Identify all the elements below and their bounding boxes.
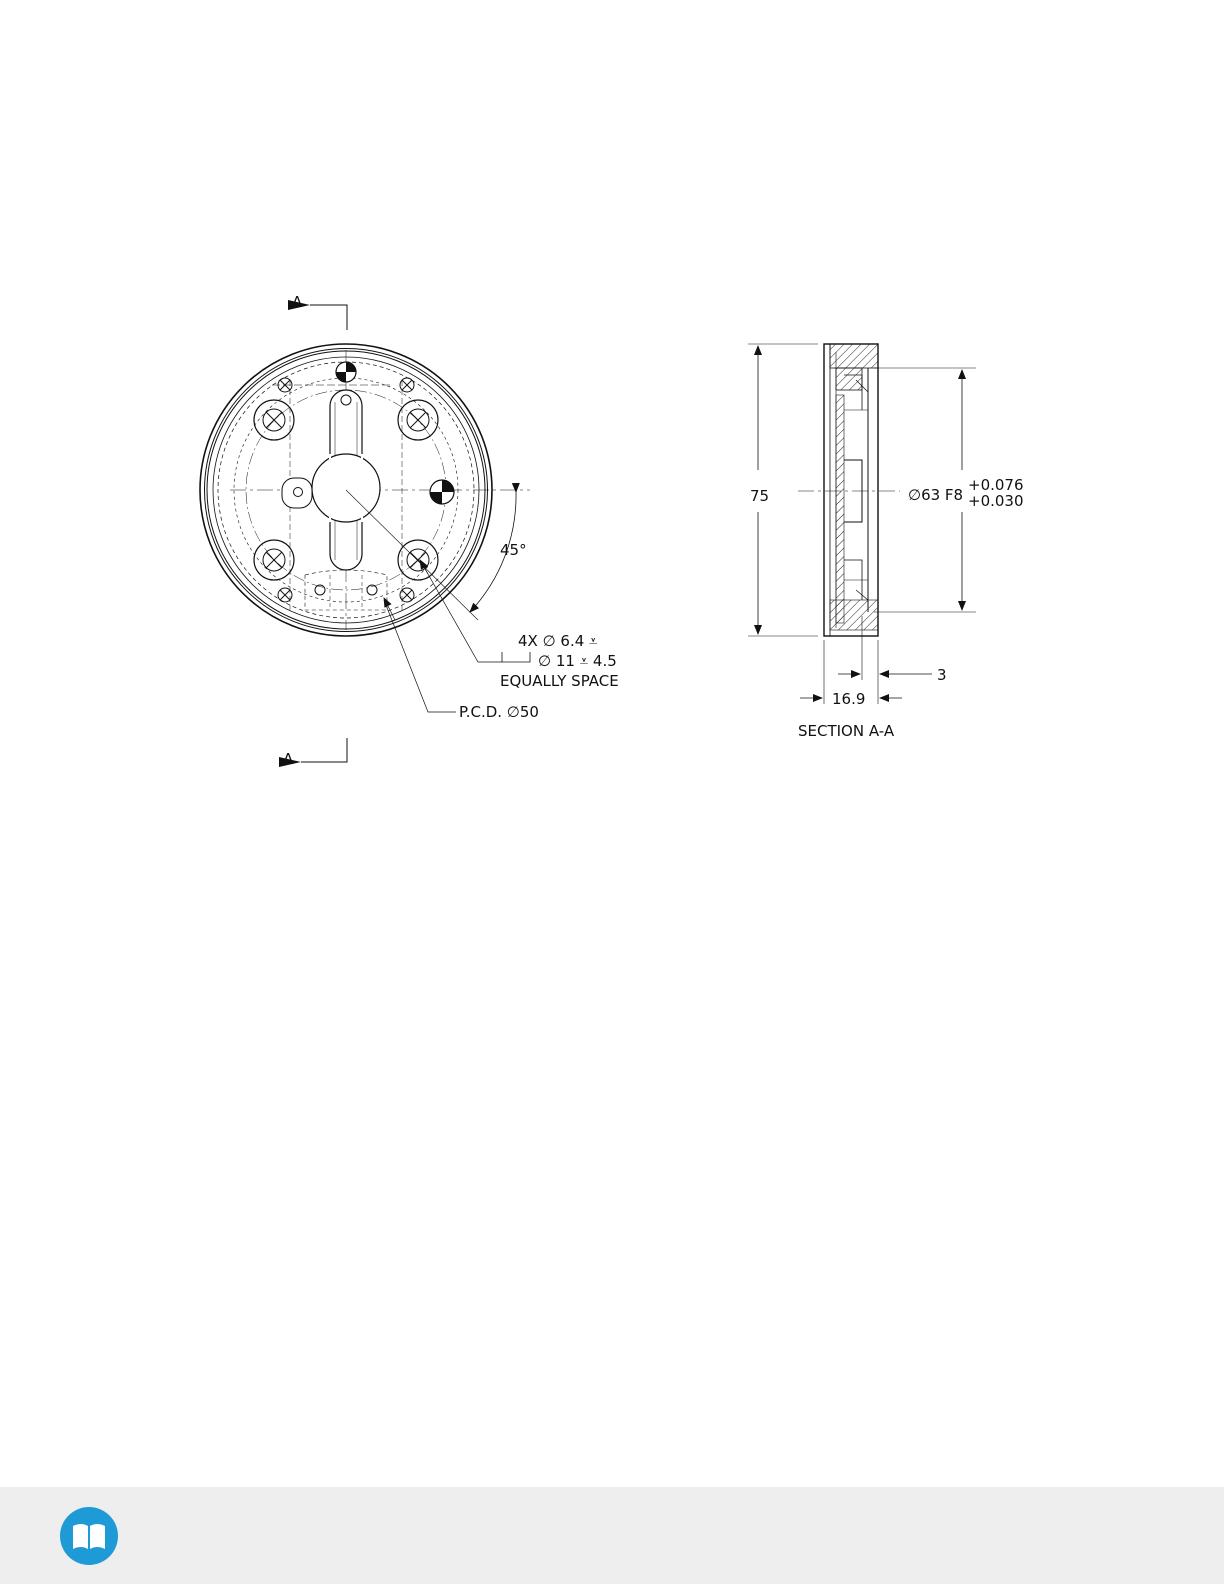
pcd-label: P.C.D. ∅50 [459,703,539,721]
center-of-mass-symbol-right [430,480,454,504]
section-view [748,344,1024,740]
center-of-mass-symbol-top [336,362,356,382]
svg-text:A: A [292,293,303,311]
bore-dimension: ∅63 F8 [908,486,964,504]
svg-text:A: A [283,750,294,768]
height-dimension: 75 [750,487,770,505]
bore-tolerance-upper: +0.076 [968,476,1024,494]
footer-bar [0,1487,1224,1584]
book-icon[interactable] [60,1507,118,1565]
front-view [200,293,619,768]
hole-callout-line2: ∅ 11 ⩡ 4.5 [538,652,617,670]
width-dimension: 16.9 [832,690,866,708]
hole-callout-line1: 4X ∅ 6.4 ⩡ [518,632,598,650]
section-marker-bottom [283,738,347,768]
section-title: SECTION A-A [798,722,895,740]
section-marker-top [292,293,347,330]
hole-callout-line3: EQUALLY SPACE [500,672,619,690]
bore-tolerance-lower: +0.030 [968,492,1024,510]
angle-label: 45° [500,541,527,559]
depth-dimension: 3 [937,666,947,684]
